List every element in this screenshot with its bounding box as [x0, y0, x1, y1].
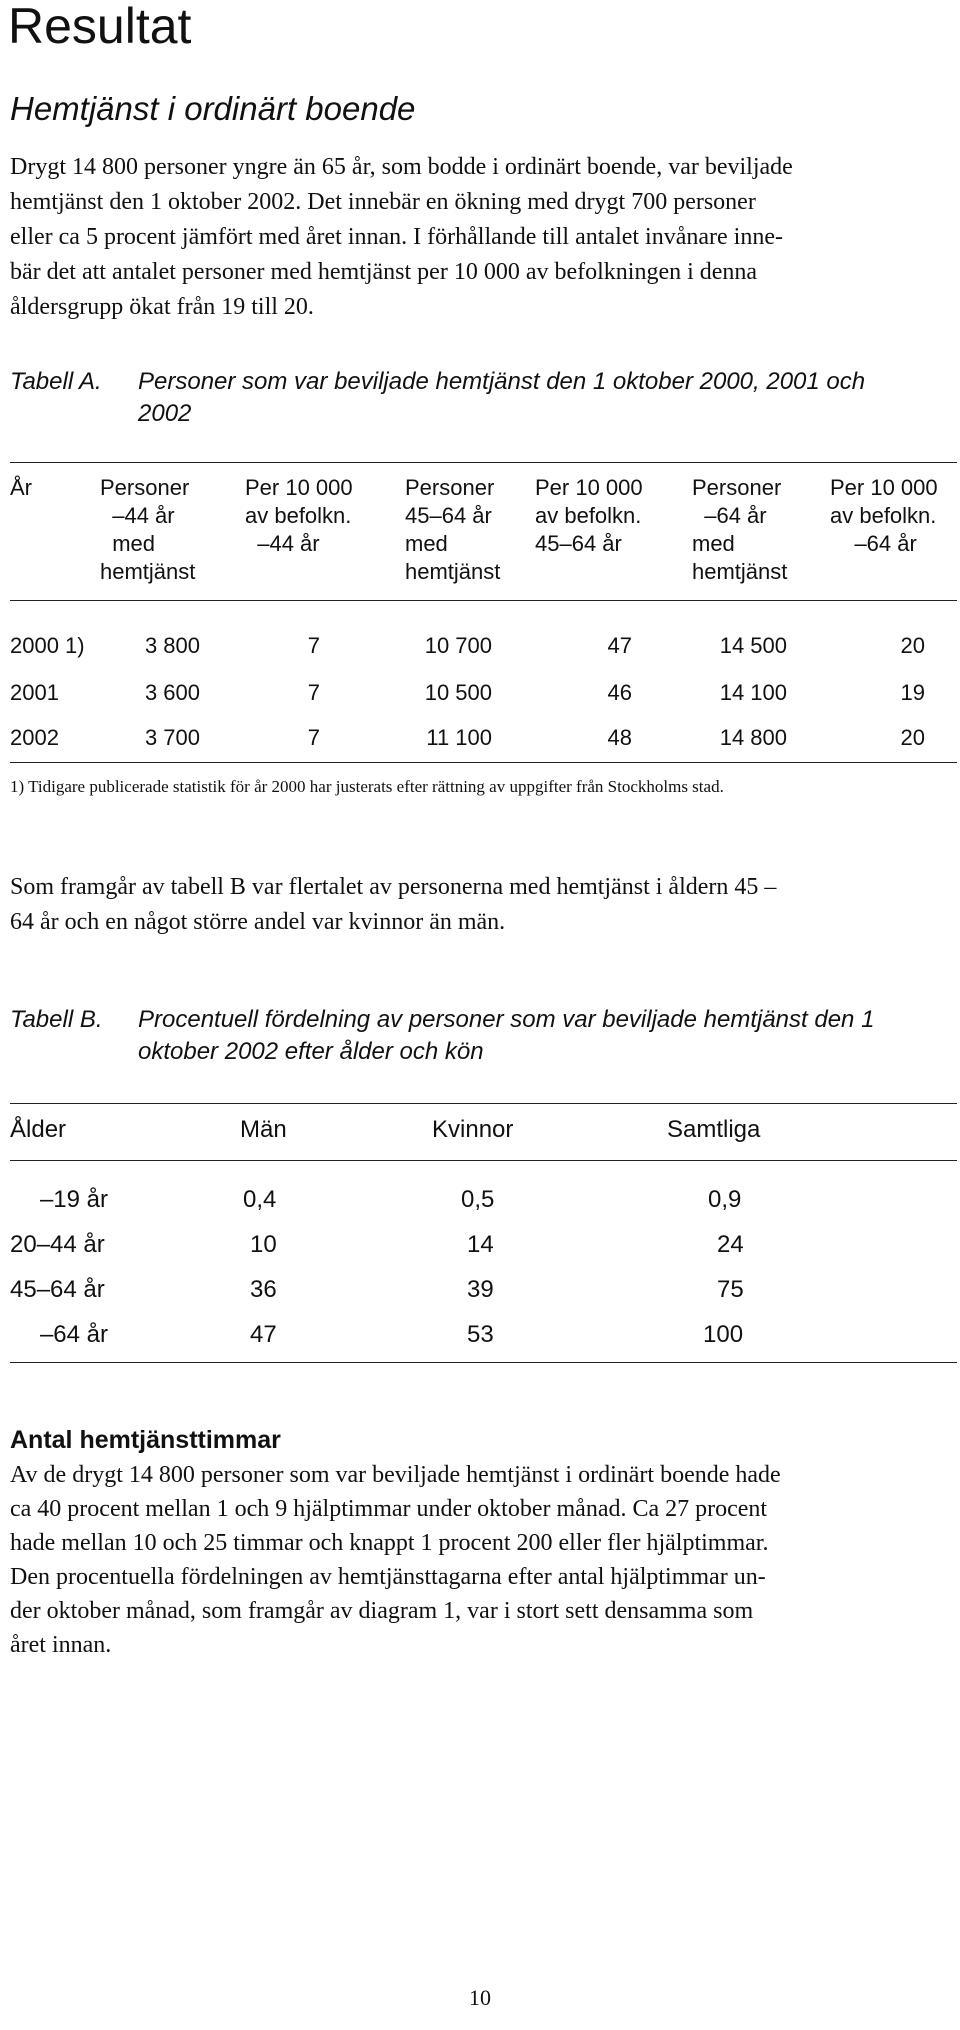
table-b-cell: 39: [467, 1276, 494, 1303]
intro-paragraph: [10, 150, 955, 325]
table-b-cell: 10: [250, 1231, 277, 1258]
table-a-footnote: 1) Tidigare publicerade statistik för år 2000 har justerats efter rättning av uppgifter från Stockholms stad.: [10, 777, 724, 796]
table-a-label: Tabell A.: [10, 368, 102, 395]
table-b-top-rule: [10, 1103, 957, 1104]
table-b-cell-age: 20–44 år: [10, 1231, 105, 1258]
table-a-caption-line: 2002: [138, 400, 192, 427]
table-a-cell-year: 2001: [10, 680, 59, 705]
table-b-label: Tabell B.: [10, 1006, 103, 1033]
table-b-header-women: Kvinnor: [432, 1116, 514, 1143]
closing-line: året innan.: [10, 1632, 112, 1658]
table-a-cell: 7: [307, 680, 320, 705]
table-a-caption-line: Personer som var beviljade hemtjänst den 1 oktober 2000, 2001 och: [138, 368, 866, 395]
table-a-header-rule: [10, 600, 957, 601]
table-a-cell: 11 100: [426, 725, 492, 750]
table-a-cell: 48: [607, 725, 632, 750]
table-a-header-per10000-64: Per 10 000 av befolkn. –64 år: [830, 475, 938, 556]
table-a-cell: 3 700: [144, 725, 200, 750]
table-b-header-total: Samtliga: [667, 1116, 761, 1143]
section-subheading: Hemtjänst i ordinärt boende: [10, 90, 416, 127]
table-a-cell-year: 2000 1): [10, 633, 85, 658]
table-b-cell: 0,5: [461, 1186, 495, 1213]
middle-line: 64 år och en något större andel var kvinnor än män.: [10, 909, 506, 935]
table-a-cell: 14 100: [719, 680, 787, 705]
table-b-header-age: Ålder: [10, 1116, 67, 1143]
table-b-header-men: Män: [240, 1116, 287, 1143]
intro-line: åldersgrupp ökat från 19 till 20.: [10, 294, 314, 320]
table-a-cell: 10 500: [424, 680, 492, 705]
table-a-cell: 20: [900, 633, 925, 658]
table-a-top-rule: [10, 462, 957, 463]
table-b-cell: 24: [717, 1231, 744, 1258]
table-a-cell: 10 700: [424, 633, 492, 658]
closing-line: ca 40 procent mellan 1 och 9 hjälptimmar under oktober månad. Ca 27 procent: [10, 1496, 768, 1522]
table-b-cell: 53: [467, 1321, 494, 1348]
table-a-bottom-rule: [10, 762, 957, 763]
page-number: 10: [469, 1985, 491, 2010]
table-b-header-rule: [10, 1160, 957, 1161]
middle-line: Som framgår av tabell B var flertalet av personerna med hemtjänst i åldern 45 –: [10, 874, 777, 900]
table-a-cell: 47: [607, 633, 632, 658]
table-a-header-persons-64: Personer –64 år med hemtjänst: [692, 475, 788, 584]
intro-line: eller ca 5 procent jämfört med året innan. I förhållande till antalet invånare inne-: [10, 224, 783, 250]
table-b-cell: 100: [703, 1321, 744, 1348]
intro-line: Drygt 14 800 personer yngre än 65 år, som bodde i ordinärt boende, var beviljade: [10, 154, 793, 180]
table-a-cell: 19: [900, 680, 925, 705]
table-b-cell: 0,4: [243, 1186, 277, 1213]
table-a-cell: 7: [307, 725, 320, 750]
intro-line: bär det att antalet personer med hemtjänst per 10 000 av befolkningen i denna: [10, 259, 758, 285]
table-a-header-persons-44: Personer –44 år med hemtjänst: [100, 475, 196, 584]
table-b-cell: 36: [250, 1276, 277, 1303]
table-a-header-persons-45-64: Personer 45–64 år med hemtjänst: [405, 475, 501, 584]
table-a-cell-year: 2002: [10, 725, 59, 750]
table-b-cell-age: 45–64 år: [10, 1276, 105, 1303]
closing-line: der oktober månad, som framgår av diagram 1, var i stort sett densamma som: [10, 1598, 754, 1624]
table-b-caption-line: oktober 2002 efter ålder och kön: [138, 1038, 484, 1065]
page-title: Resultat: [8, 0, 192, 54]
table-a-header-year: År: [10, 475, 32, 500]
table-b-cell: 0,9: [708, 1186, 742, 1213]
table-b-cell-age: –64 år: [39, 1321, 108, 1348]
closing-line: hade mellan 10 och 25 timmar och knappt 1 procent 200 eller fler hjälptimmar.: [10, 1530, 769, 1556]
table-b-cell: 14: [467, 1231, 494, 1258]
table-a-cell: 7: [307, 633, 320, 658]
table-a-cell: 14 500: [719, 633, 787, 658]
table-b-bottom-rule: [10, 1362, 957, 1363]
table-b-cell: 75: [717, 1276, 744, 1303]
intro-line: hemtjänst den 1 oktober 2002. Det innebär en ökning med drygt 700 personer: [10, 189, 756, 215]
table-a-header-per10000-45-64: Per 10 000 av befolkn. 45–64 år: [535, 475, 643, 556]
table-b-cell: 47: [250, 1321, 277, 1348]
table-b-cell-age: –19 år: [39, 1186, 108, 1213]
table-a-cell: 46: [607, 680, 632, 705]
closing-line: Den procentuella fördelningen av hemtjänsttagarna efter antal hjälptimmar un-: [10, 1564, 766, 1590]
table-a-cell: 14 800: [719, 725, 787, 750]
table-a-cell: 20: [900, 725, 925, 750]
table-a-cell: 3 800: [144, 633, 200, 658]
closing-paragraph: [10, 1458, 955, 1662]
closing-line: Av de drygt 14 800 personer som var beviljade hemtjänst i ordinärt boende hade: [10, 1462, 781, 1488]
section-heading: Antal hemtjänsttimmar: [10, 1426, 281, 1454]
table-a-header-per10000-44: Per 10 000 av befolkn. –44 år: [245, 475, 353, 556]
middle-paragraph: [10, 870, 955, 940]
table-b-caption-line: Procentuell fördelning av personer som var beviljade hemtjänst den 1: [138, 1006, 875, 1033]
table-a-cell: 3 600: [144, 680, 200, 705]
